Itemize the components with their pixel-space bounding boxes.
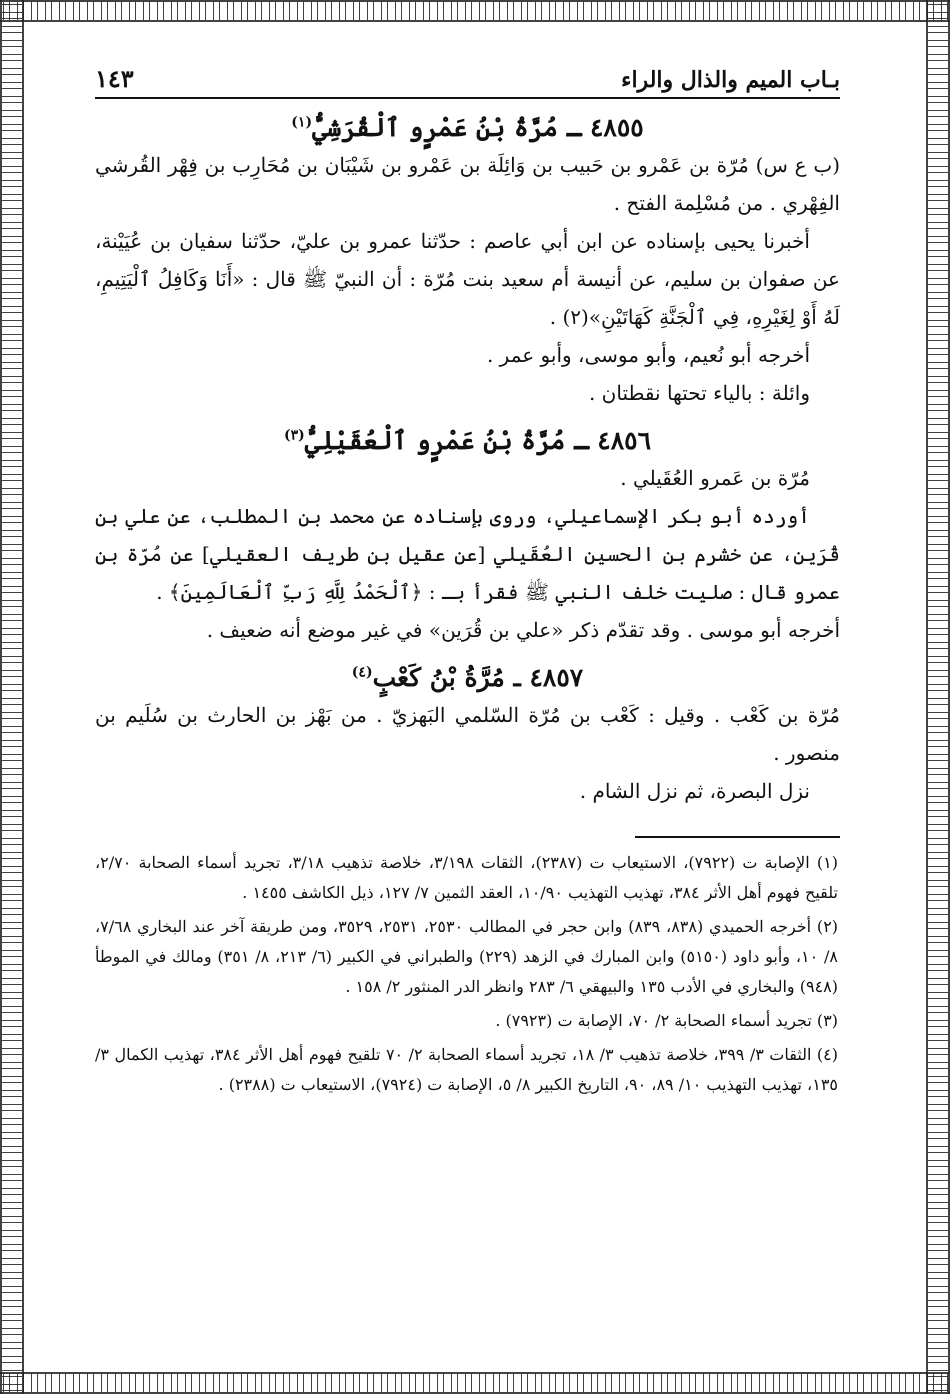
page-border-right (926, 0, 950, 1394)
page-border-left (0, 0, 24, 1394)
chapter-title: بـاب الميم والذال والراء (621, 67, 840, 93)
footnote-marker: (٤) (351, 664, 373, 681)
entry-title-text: ٤٨٥٥ ـ مُرَّةُ بْنُ عَمْرٍو ٱلْقُرَشِيُّ (312, 113, 644, 142)
footnote-marker: (٣) (283, 427, 305, 444)
footnote: (٣) تجريد أسماء الصحابة ٢/ ٧٠، الإصابة ت (٧٩٢٣) . (495, 1011, 838, 1030)
entry-paragraph: أخبرنا يحيى بإسناده عن ابن أبي عاصم : حدّثنا عمرو بن عليّ، حدّثنا سفيان بن عُيَيْنة، عن صفوان بن سليم، عن أنيسة أم سعيد بنت مُرّة : أن النبيّ ﷺ قال : «أَنَا وَكَافِلُ ٱلْيَتِيمِ، لَهُ أَوْ لِغَيْرِهِ، فِي ٱلْجَنَّةِ كَهَاتَيْنِ»(٢) . (95, 229, 840, 329)
entry-title (95, 663, 840, 692)
page-body (95, 55, 840, 1104)
footnote-marker: (١) (291, 114, 313, 131)
footnote: (٢) أخرجه الحميدي (٨٣٨، ٨٣٩) وابن حجر في المطالب ٢٥٣٠، ٢٥٣١، ٣٥٢٩، ومن طريقة آخر عند البخاري ٧/٦٨، ٨/ ١٠، وأبو داود (٥١٥٠) وابن المبارك في الزهد (٢٢٩) والطبراني في الكبير (٦/ ٢١٣، ٨/ ٣٥١) ومالك في الموطأ (٩٤٨) والبخاري في الأدب ١٣٥ والبيهقي ٦/ ٢٨٣ وانظر الدر المنثور ٢/ ١٥٨ . (95, 917, 839, 996)
entry-paragraph: وائلة : بالياء تحتها نقطتان . (588, 381, 810, 405)
entry-paragraph: (ب ع س) مُرّة بن عَمْرو بن حَبيب بن وَائِلَة بن عَمْرو بن شَيْبَان بن مُحَارِب بن فِهْر القُرشي الفِهْري . من مُسْلِمة الفتح . (95, 153, 840, 215)
entry-title (95, 426, 840, 455)
entry-4856 (95, 426, 840, 649)
footnote: (١) الإصابة ت (٧٩٢٢)، الاستيعاب ت (٢٣٨٧)، الثقات ٣/١٩٨، خلاصة تذهيب ٣/١٨، تجريد أسماء الصحابة ٢/٧٠، تلقيح فهوم أهل الأثر ٣٨٤، تهذيب التهذيب ١٠/٩٠، العقد الثمين ٧/ ١٢٧، ذيل الكاشف ١٤٥٥ . (95, 853, 839, 902)
footnote-rule (635, 836, 840, 838)
footnote: (٤) الثقات ٣/ ٣٩٩، خلاصة تذهيب ٣/ ١٨، تجريد أسماء الصحابة ٢/ ٧٠ تلقيح فهوم أهل الأثر ٣٨٤، تهذيب الكمال ٣/ ١٣٥، تهذيب التهذيب ١٠/ ٨٩، ٩٠، التاريخ الكبير ٨/ ٥، الإصابة ت (٧٩٢٤)، الاستيعاب ت (٢٣٨٨) . (95, 1045, 839, 1094)
entry-4857 (95, 663, 840, 810)
entry-paragraph: أورده أبو بكر الإسماعيلي، وروى بإسناده عن محمد بن المطلب، عن علي بن قُرَين، عن خشرم بن الحسين العُقَيلي [عن عقيل بن طريف العقيلي] عن مُرّة بن عمرو قال : صليت خلف النبي ﷺ فقرأ بـ : ﴿ٱلْحَمْدُ لِلَّهِ رَبِّ ٱلْعَالَمِينَ﴾ . (95, 504, 840, 604)
page-border-bottom (0, 1372, 950, 1394)
entry-paragraph: نزل البصرة، ثم نزل الشام . (579, 779, 810, 803)
running-head (95, 55, 840, 99)
entry-paragraph: مُرّة بن كَعْب . وقيل : كَعْب بن مُرّة السّلمي البَهزيّ . من بَهْز بن الحارث بن سُلَيم بن منصور . (95, 703, 840, 765)
entry-title-text: ٤٨٥٧ ـ مُرَّةُ بْنُ كَعْبٍ (372, 663, 584, 692)
page-number: ١٤٣ (95, 64, 134, 93)
entry-title (95, 113, 840, 142)
entry-paragraph: أخرجه أبو موسى . وقد تقدّم ذكر «علي بن قُرَين» في غير موضع أنه ضعيف . (206, 618, 840, 642)
entry-4855 (95, 113, 840, 412)
entry-paragraph: مُرّة بن عَمرو العُقَيلي . (620, 466, 810, 490)
footnotes (95, 836, 840, 1100)
entry-paragraph: أخرجه أبو نُعيم، وأبو موسى، وأبو عمر . (486, 343, 810, 367)
entry-title-text: ٤٨٥٦ ـ مُرَّةُ بْنُ عَمْرٍو ٱلْعُقَيْلِيُّ (304, 426, 652, 455)
page-border-top (0, 0, 950, 22)
